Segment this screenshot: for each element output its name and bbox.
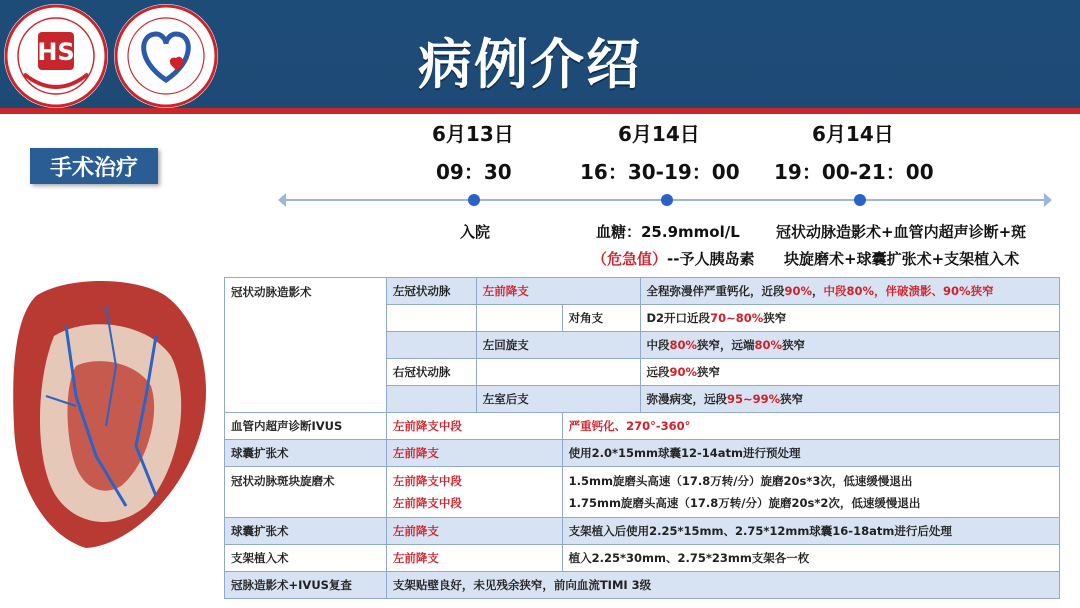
target-vessel: 左前降支 <box>386 545 562 572</box>
timeline-dot <box>468 194 480 206</box>
procedure-name: 冠脉造影术+IVUS复查 <box>225 572 387 599</box>
empty-cell <box>476 305 562 332</box>
procedure-name: 冠状动脉造影术 <box>225 278 387 413</box>
table-row <box>225 545 1060 572</box>
event2-desc: 血糖：25.9mmol/L <box>596 223 740 241</box>
procedure-name: 球囊扩张术 <box>225 440 387 467</box>
department-logo <box>114 4 218 108</box>
procedure-name: 血管内超声诊断IVUS <box>225 413 387 440</box>
procedure-detail: 植入2.25*30mm、2.75*23mm支架各一枚 <box>562 545 1059 572</box>
finding: 远段90%狭窄 <box>640 359 1060 386</box>
target-vessel: 左前降支 <box>386 440 562 467</box>
procedure-detail: 1.5mm旋磨头高速（17.8万转/分）旋磨20s*3次，低速缓慢退出 1.75mm旋磨头高速（17.8万转/分）旋磨20s*2次，低速缓慢退出 <box>562 467 1059 518</box>
section-label: 手术治疗 <box>30 148 158 184</box>
timeline-dot <box>661 194 673 206</box>
event1-time: 09：30 <box>436 160 512 184</box>
procedure-detail: 支架植入后使用2.25*15mm、2.75*12mm球囊16-18atm进行后处理 <box>562 518 1059 545</box>
branch-name: 对角支 <box>562 305 640 332</box>
empty-cell <box>386 332 476 359</box>
procedure-table <box>224 277 1060 599</box>
finding: 弥漫病变，远段95~99%狭窄 <box>640 386 1060 413</box>
header-divider <box>0 108 1080 114</box>
finding: 中段80%狭窄，远端80%狭窄 <box>640 332 1060 359</box>
target-vessel: 左前降支中段 左前降支中段 <box>386 467 562 518</box>
timeline-axis <box>284 199 1046 201</box>
event3-date: 6月14日 <box>812 122 894 146</box>
event3-time: 19：00-21：00 <box>774 160 934 184</box>
procedure-name: 冠状动脉斑块旋磨术 <box>225 467 387 518</box>
target-vessel: 左前降支 <box>386 518 562 545</box>
table-row <box>225 518 1060 545</box>
timeline-left-arrow <box>278 193 286 207</box>
event3-desc2: 块旋磨术+球囊扩张术+支架植入术 <box>784 250 1020 268</box>
event1-date: 6月13日 <box>432 122 514 146</box>
page-title: 病例介绍 <box>418 33 642 96</box>
branch-name: 左回旋支 <box>476 332 640 359</box>
procedure-detail: 严重钙化、270°-360° <box>562 413 1059 440</box>
event2-date: 6月14日 <box>618 122 700 146</box>
finding: 全程弥漫伴严重钙化，近段90%，中段80%，伴破溃影、90%狭窄 <box>640 278 1060 305</box>
empty-cell <box>476 359 640 386</box>
heart-illustration <box>6 276 220 550</box>
procedure-name: 球囊扩张术 <box>225 518 387 545</box>
svg-text:HS: HS <box>37 38 75 66</box>
vessel-name: 右冠状动脉 <box>386 359 476 386</box>
finding: D2开口近段70~80%狭窄 <box>640 305 1060 332</box>
table-row <box>225 413 1060 440</box>
branch-name: 左室后支 <box>476 386 640 413</box>
critical-value-note: （危急值） <box>592 250 668 268</box>
event2-desc2: （危急值）--予人胰岛素 <box>592 250 755 268</box>
empty-cell <box>386 386 476 413</box>
target-vessel: 左前降支中段 <box>386 413 562 440</box>
vessel-name: 左冠状动脉 <box>386 278 476 305</box>
timeline-dot <box>854 194 866 206</box>
event3-desc: 冠状动脉造影术+血管内超声诊断+斑 <box>776 223 1027 241</box>
procedure-detail: 使用2.0*15mm球囊12-14atm进行预处理 <box>562 440 1059 467</box>
empty-cell <box>386 305 476 332</box>
timeline-right-arrow <box>1044 193 1052 207</box>
table-row <box>225 572 1060 599</box>
table-row <box>225 440 1060 467</box>
procedure-detail: 支架贴壁良好，未见残余狭窄，前向血流TIMI 3级 <box>386 572 1059 599</box>
table-row <box>225 278 1060 305</box>
table-row <box>225 467 1060 518</box>
procedure-name: 支架植入术 <box>225 545 387 572</box>
branch-name: 左前降支 <box>476 278 640 305</box>
hospital-logo <box>4 4 108 108</box>
event1-desc: 入院 <box>460 223 491 241</box>
event2-time: 16：30-19：00 <box>580 160 740 184</box>
